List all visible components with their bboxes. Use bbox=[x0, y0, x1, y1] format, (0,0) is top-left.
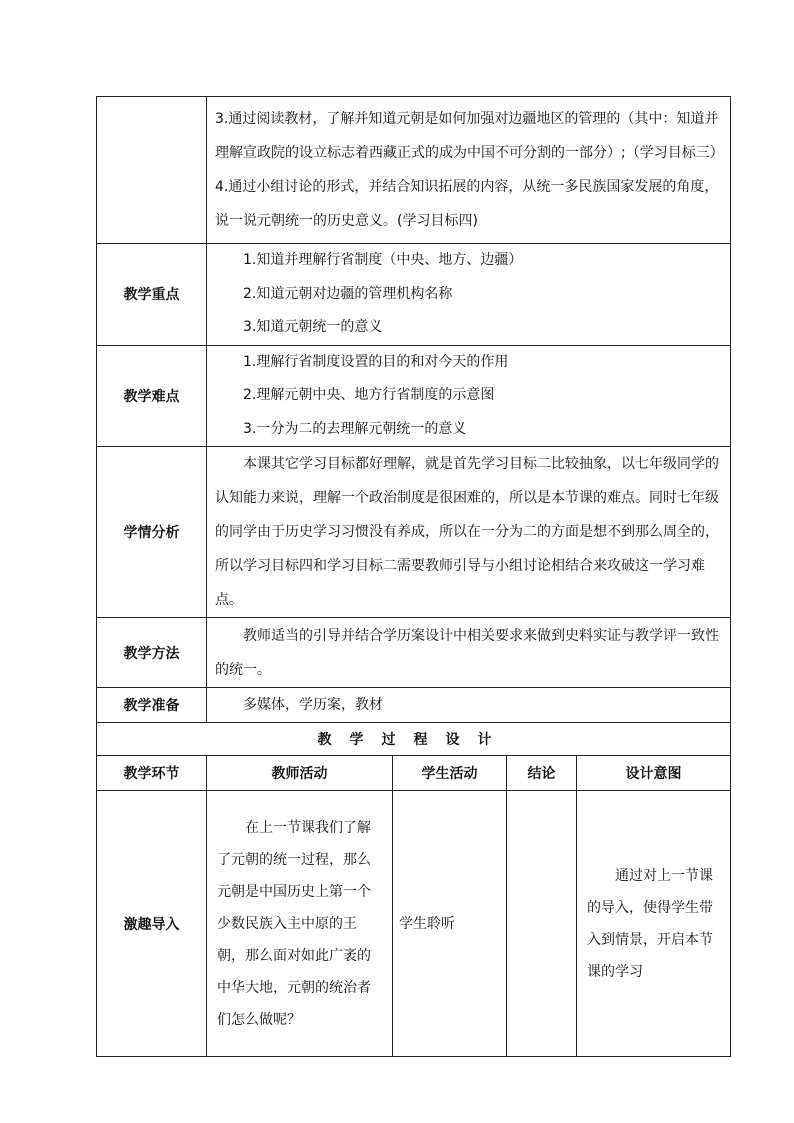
difficulty-item: 3.一分为二的去理解元朝统一的意义 bbox=[243, 420, 467, 437]
analysis-label: 学情分析 bbox=[97, 447, 207, 618]
prep-content bbox=[207, 688, 731, 723]
process-title-row bbox=[97, 723, 731, 756]
difficulty-row bbox=[97, 345, 731, 447]
method-content bbox=[207, 618, 731, 688]
intent-cell bbox=[577, 791, 731, 1057]
intent-text: 通过对上一节课的导入，使得学生带入到情景，开启本节课的学习 bbox=[587, 867, 713, 980]
focus-item: 2.知道元朝对边疆的管理机构名称 bbox=[243, 285, 453, 302]
method-row bbox=[97, 618, 731, 688]
process-row bbox=[97, 791, 731, 1057]
header-intent: 设计意图 bbox=[577, 756, 731, 791]
header-teacher: 教师活动 bbox=[207, 756, 393, 791]
prep-label: 教学准备 bbox=[97, 688, 207, 723]
stage-cell: 激趣导入 bbox=[97, 791, 207, 1057]
prep-row bbox=[97, 688, 731, 723]
analysis-content bbox=[207, 447, 731, 618]
difficulty-content bbox=[207, 345, 731, 447]
objectives-cell bbox=[207, 97, 731, 244]
objectives-row bbox=[97, 97, 731, 244]
focus-label: 教学重点 bbox=[97, 244, 207, 346]
difficulty-label: 教学难点 bbox=[97, 345, 207, 447]
focus-item: 1.知道并理解行省制度（中央、地方、边疆） bbox=[243, 252, 523, 268]
difficulty-item: 1.理解行省制度设置的目的和对今天的作用 bbox=[243, 353, 509, 370]
method-text: 教师适当的引导并结合学历案设计中相关要求来做到史料实证与教学评一致性的统一。 bbox=[215, 627, 719, 678]
header-student: 学生活动 bbox=[393, 756, 507, 791]
header-stage: 教学环节 bbox=[97, 756, 207, 791]
focus-content bbox=[207, 244, 731, 346]
teacher-activity-cell bbox=[207, 791, 393, 1057]
lesson-plan-table bbox=[96, 96, 731, 1057]
objective-line-3: 3.通过阅读教材，了解并知道元朝是如何加强对边疆地区的管理的（其中：知道并理解宣政院的设立标志着西藏正式的成为中国不可分割的一部分）;（学习目标三） bbox=[215, 111, 724, 161]
difficulty-item: 2.理解元朝中央、地方行省制度的示意图 bbox=[243, 387, 495, 403]
process-title: 教学过程设计 bbox=[97, 723, 731, 756]
focus-item: 3.知道元朝统一的意义 bbox=[243, 319, 383, 335]
teacher-activity-text: 在上一节课我们了解了元朝的统一过程，那么元朝是中国历史上第一个少数民族入主中原的王朝，那么面对如此广袤的中华大地，元朝的统治者们怎么做呢？ bbox=[217, 819, 371, 1028]
conclusion-cell bbox=[507, 791, 577, 1057]
student-activity-text: 学生聆听 bbox=[399, 915, 455, 932]
student-activity-cell bbox=[393, 791, 507, 1057]
prep-text: 多媒体，学历案，教材 bbox=[243, 697, 383, 713]
analysis-text: 本课其它学习目标都好理解，就是首先学习目标二比较抽象，以七年级同学的认知能力来说，理解一个政治制度是很困难的，所以是本节课的难点。同时七年级的同学由于历史学习习惯没有养成，所以在一分为二的方面是想不到那么周全的，所以学习目标四和学习目标二需要教师引导与小组讨论相结合来攻破这一学习难点。 bbox=[215, 456, 719, 608]
objectives-label-cell bbox=[97, 97, 207, 244]
process-header-row bbox=[97, 756, 731, 791]
focus-row bbox=[97, 244, 731, 346]
header-conclusion: 结论 bbox=[507, 756, 577, 791]
method-label: 教学方法 bbox=[97, 618, 207, 688]
objective-line-4: 4.通过小组讨论的形式，并结合知识拓展的内容，从统一多民族国家发展的角度，说一说元朝统一的历史意义。(学习目标四) bbox=[215, 179, 719, 229]
analysis-row bbox=[97, 447, 731, 618]
